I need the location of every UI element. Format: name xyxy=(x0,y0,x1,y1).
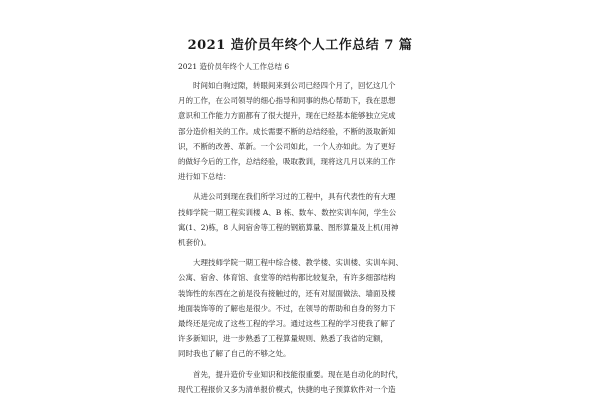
paragraph-skills xyxy=(178,367,422,397)
document-subtitle: 2021 造价员年终个人工作总结 6 xyxy=(178,62,290,71)
text-line: 现代工程报价又多为清单报价模式，快捷的电子预算软件对一个造 xyxy=(178,384,396,394)
text-line: 的做好今后的工作，总结经验，吸取教训，现将这几月以来的工作 xyxy=(178,157,396,167)
text-line: 装饰性的东西在之前是没有接触过的，还有对屋面做法、墙面及楼 xyxy=(178,288,396,298)
text-line: 寓(1、2)栋，8 人间宿舍等工程的钢筋算量、图形算量及上机(用神 xyxy=(178,222,399,232)
document-page xyxy=(150,0,450,400)
text-line: 地面装饰等的了解也是很少。不过，在领导的帮助和自身的努力下 xyxy=(178,303,396,313)
text-line: 首先，提升造价专业知识和技能很重要。现在是自动化的时代， xyxy=(193,369,403,379)
text-line: 许多新知识，进一步熟悉了工程算量规则、熟悉了我省的定额， xyxy=(178,334,388,344)
text-line: 月的工作，在公司领导的细心指导和同事的热心帮助下，我在思想 xyxy=(178,96,396,106)
text-line: 从进公司到现在我们所学习过的工程中，具有代表性的有大理 xyxy=(193,192,396,202)
paragraph-projects xyxy=(178,189,422,250)
text-line: 最终还是完成了这些工程的学习。通过这些工程的学习使我了解了 xyxy=(178,319,396,329)
text-line: 技师学院一期工程实训楼 A、B 栋、数车、数控实训车间，学生公 xyxy=(178,207,397,217)
text-line: 部分造价相关的工作。成长需要不断的总结经验，不断的汲取新知 xyxy=(178,126,396,136)
text-line: 时间如白驹过隙，转眼间来到公司已经四个月了，回忆这几个 xyxy=(193,81,396,90)
text-line: 识，不断的改善、革新。一个公司如此，一个人亦如此。为了更好 xyxy=(178,141,396,151)
document-title: 2021 造价员年终个人工作总结 7 篇 xyxy=(187,38,413,53)
text-line: 意识和工作能力方面都有了很大提升，现在已经基本能够独立完成 xyxy=(178,111,396,121)
paragraph-structures xyxy=(178,255,422,361)
text-line: 大理技师学院一期工程中综合楼、教学楼、实训楼、实训车间、 xyxy=(193,258,403,268)
text-line: 公寓、宿舍、体育馆、食堂等的结构都比较复杂，有许多细部结构 xyxy=(178,273,396,283)
paragraph-intro xyxy=(178,78,422,184)
text-line: 进行如下总结： xyxy=(178,172,231,182)
text-line: 机套价)。 xyxy=(178,238,211,248)
text-line: 同时我也了解了自己的不够之处。 xyxy=(178,349,291,359)
